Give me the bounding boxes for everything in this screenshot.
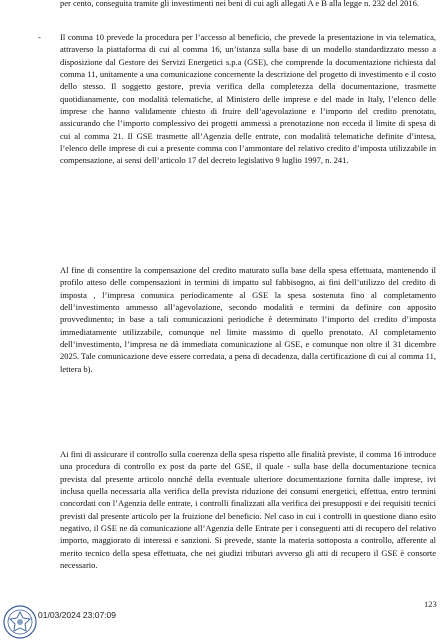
paragraph-continuation: per cento, conseguita tramite gli investimenti nei beni di cui agli allegati A e B alla legge n. 232 del 2016.	[60, 0, 420, 8]
state-seal-icon	[2, 602, 38, 640]
paragraph-controllo: Ai fini di assicurare il controllo sulla coerenza della spesa rispetto alle finalità previste, il comma 16 introduce una procedura di controllo ex post da parte del GSE, il quale - sulla base della documentazione tecnica prevista dal presente articolo nonché della eventuale ulteriore documentazione fornita dalle imprese, ivi inclusa quella necessaria alla verifica della prevista riduzione dei consumi energetici, effettua, entro termini concordati con l’Agenzia delle entrate, i controlli finalizzati alla verifica dei presupposti e dei requisiti tecnici previsti dal presente articolo per la fruizione del beneficio. Nel caso in cui i controlli in questione diano esito negativo, il GSE ne dà comunicazione all’Agenzia delle Entrate per i conseguenti atti di recupero del relativo importo, maggiorato di interessi e sanzioni. Si prevede, stante la materia sottoposta a controllo, afferente al merito tecnico della spesa effettuata, che nei giudizi tributari avverso gli atti di recupero il GSE è consorte necessario.	[60, 449, 436, 571]
paragraph-compensazione: Al fine di consentire la compensazione del credito maturato sulla base della spesa effettuata, mantenendo il profilo atteso delle compensazioni in termini di impatto sul fabbisogno, ai fini dell’utilizzo del credito di imposta , l’impresa comunica periodicamente al GSE la spesa sostenuta fino al completamento dell’investimento ammesso all’agevolazione, secondo modalità e termini da definire con apposito provvedimento; in base a tali comunicazioni periodiche è determinato l’importo del credito d’imposta immediatamente utilizzabile, comunque nel limite massimo di quello prenotato. Al completamento dell’investimento, l’impresa ne dà immediata comunicazione al GSE, e comunque non oltre il 31 dicembre 2025. Tale comunicazione deve essere corredata, a pena di decadenza, dalla certificazione di cui al comma 11, lettera b).	[60, 265, 436, 374]
paragraph-comma-10: Il comma 10 prevede la procedura per l’accesso al beneficio, che prevede la presentazione in via telematica, attraverso la piattaforma di cui al comma 16, un’istanza sulla base di un modello standardizzato messo a disposizione dal Gestore dei Servizi Energetici s.p.a (GSE), che comprende la documentazione richiesta dal comma 11, unitamente a una comunicazione concernente la descrizione del progetto di investimento e il costo dello stesso. Il soggetto gestore, previa verifica della completezza della documentazione, trasmette quotidianamente, con modalità telematiche, al Ministero delle imprese e del made in Italy, l’elenco delle imprese che hanno validamente chiesto di fruire dell’agevolazione e l’importo del credito prenotato, assicurando che l’importo complessivo dei progetti ammessi a prenotazione non ecceda il limite di spesa di cui al comma 21. Il GSE trasmette all’Agenzia delle entrate, con modalità telematiche definite d’intesa, l’elenco delle imprese di cui a presente comma con l’ammontare del relativo credito d’imposta utilizzabile in compensazione, ai sensi dell’articolo 17 del decreto legislativo 9 luglio 1997, n. 241.	[60, 32, 436, 166]
print-timestamp: 01/03/2024 23:07:09	[38, 610, 116, 620]
page-number: 123	[424, 599, 437, 609]
bullet-dash: -	[38, 32, 41, 42]
